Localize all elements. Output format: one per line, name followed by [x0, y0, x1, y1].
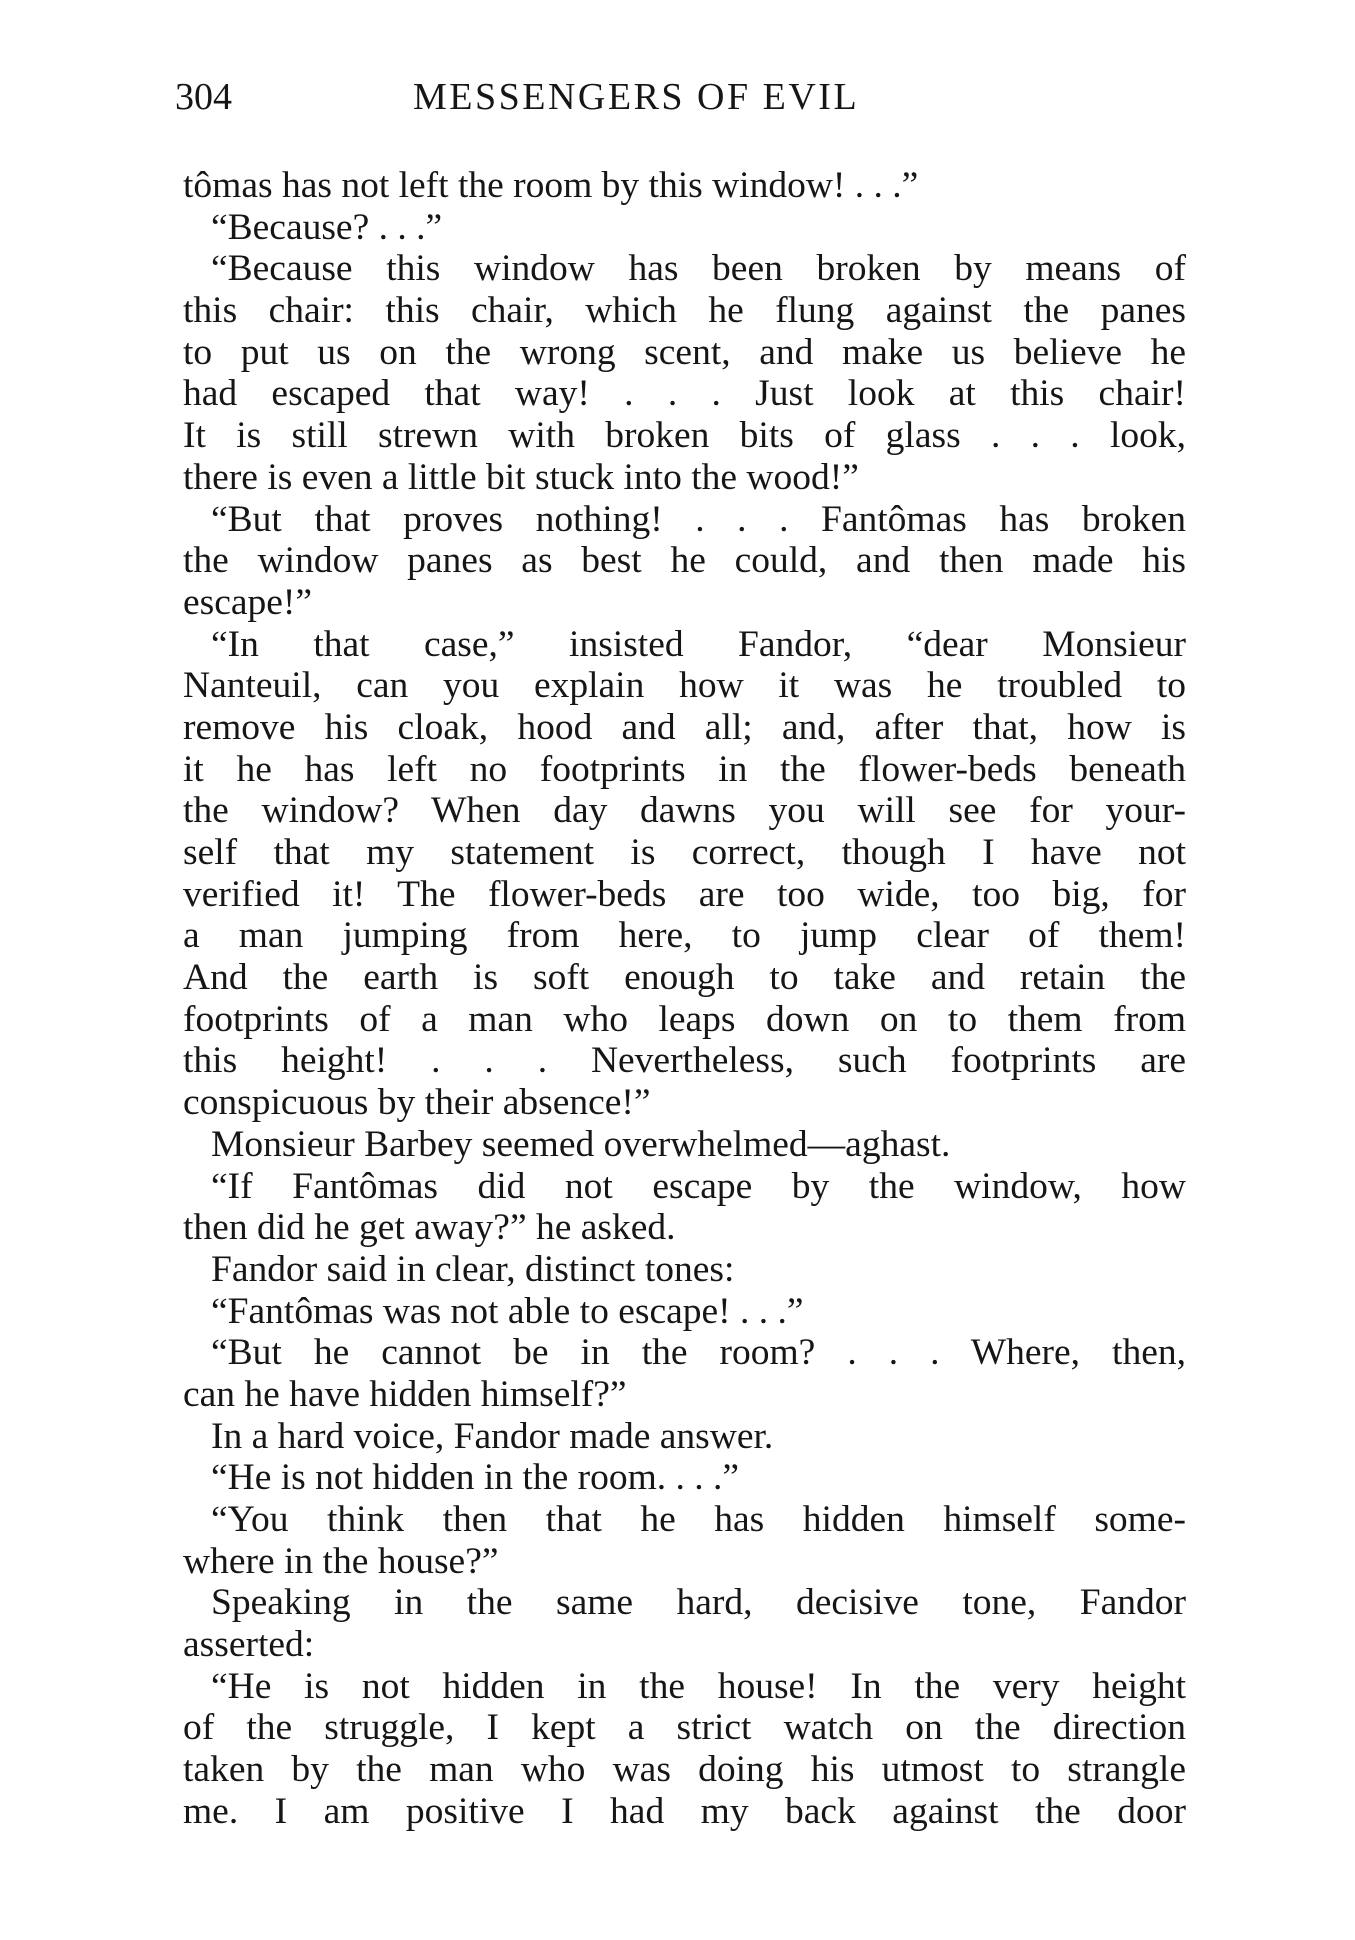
- text-line: there is even a little bit stuck into the wood!”: [183, 456, 859, 498]
- text-line: “But that proves nothing! . . . Fantômas has broken: [211, 498, 1186, 540]
- text-line: “You think then that he has hidden himself some-: [211, 1499, 1186, 1540]
- text-line: this height! . . . Nevertheless, such footprints are: [183, 1040, 1186, 1082]
- text-line: this chair: this chair, which he flung against the panes: [183, 290, 1186, 332]
- text-line: Monsieur Barbey seemed overwhelmed—aghast.: [211, 1123, 951, 1165]
- text-line: “He is not hidden in the room. . . .”: [211, 1457, 740, 1499]
- text-line: “If Fantômas did not escape by the window, how: [211, 1165, 1186, 1207]
- body-text: [183, 165, 1186, 1833]
- text-line: can he have hidden himself?”: [183, 1373, 627, 1415]
- text-line: it he has left no footprints in the flower-beds beneath: [183, 748, 1186, 790]
- text-line: “Fantômas was not able to escape! . . .”: [211, 1290, 804, 1332]
- text-line: to put us on the wrong scent, and make us believe he: [183, 331, 1186, 373]
- text-line: asserted:: [183, 1624, 315, 1666]
- text-line: tômas has not left the room by this window! . . .”: [183, 165, 919, 206]
- text-line: Fandor said in clear, distinct tones:: [211, 1248, 735, 1290]
- text-line: “But he cannot be in the room? . . . Where, then,: [211, 1332, 1186, 1374]
- text-line: a man jumping from here, to jump clear of them!: [183, 915, 1186, 957]
- text-line: remove his cloak, hood and all; and, after that, how is: [183, 706, 1186, 748]
- text-line: In a hard voice, Fandor made answer.: [211, 1415, 774, 1457]
- text-line: the window panes as best he could, and then made his: [183, 540, 1186, 582]
- text-line: escape!”: [183, 581, 313, 623]
- text-line: of the struggle, I kept a strict watch on the direction: [183, 1707, 1186, 1749]
- text-line: Nanteuil, can you explain how it was he troubled to: [183, 665, 1186, 707]
- text-line: me. I am positive I had my back against the door: [183, 1790, 1186, 1832]
- text-line: where in the house?”: [183, 1540, 499, 1582]
- running-title: MESSENGERS OF EVIL: [413, 76, 860, 118]
- text-line: then did he get away?” he asked.: [183, 1207, 676, 1249]
- text-line: “He is not hidden in the house! In the very height: [211, 1665, 1186, 1707]
- text-line: Speaking in the same hard, decisive tone, Fandor: [211, 1582, 1186, 1624]
- page-number: 304: [175, 76, 232, 118]
- text-line: “Because? . . .”: [211, 206, 443, 248]
- text-line: the window? When day dawns you will see for your-: [183, 790, 1186, 832]
- text-line: conspicuous by their absence!”: [183, 1082, 651, 1124]
- page-header: [175, 72, 1180, 122]
- text-line: had escaped that way! . . . Just look at this chair!: [183, 373, 1186, 415]
- text-line: taken by the man who was doing his utmost to strangle: [183, 1749, 1186, 1791]
- text-line: footprints of a man who leaps down on to them from: [183, 998, 1186, 1040]
- text-line: “Because this window has been broken by means of: [211, 248, 1186, 290]
- text-line: And the earth is soft enough to take and retain the: [183, 957, 1186, 999]
- text-line: self that my statement is correct, though I have not: [183, 832, 1186, 873]
- text-line: verified it! The flower-beds are too wide, too big, for: [183, 873, 1186, 915]
- text-line: “In that case,” insisted Fandor, “dear Monsieur: [211, 623, 1186, 665]
- text-line: It is still strewn with broken bits of glass . . . look,: [183, 415, 1186, 457]
